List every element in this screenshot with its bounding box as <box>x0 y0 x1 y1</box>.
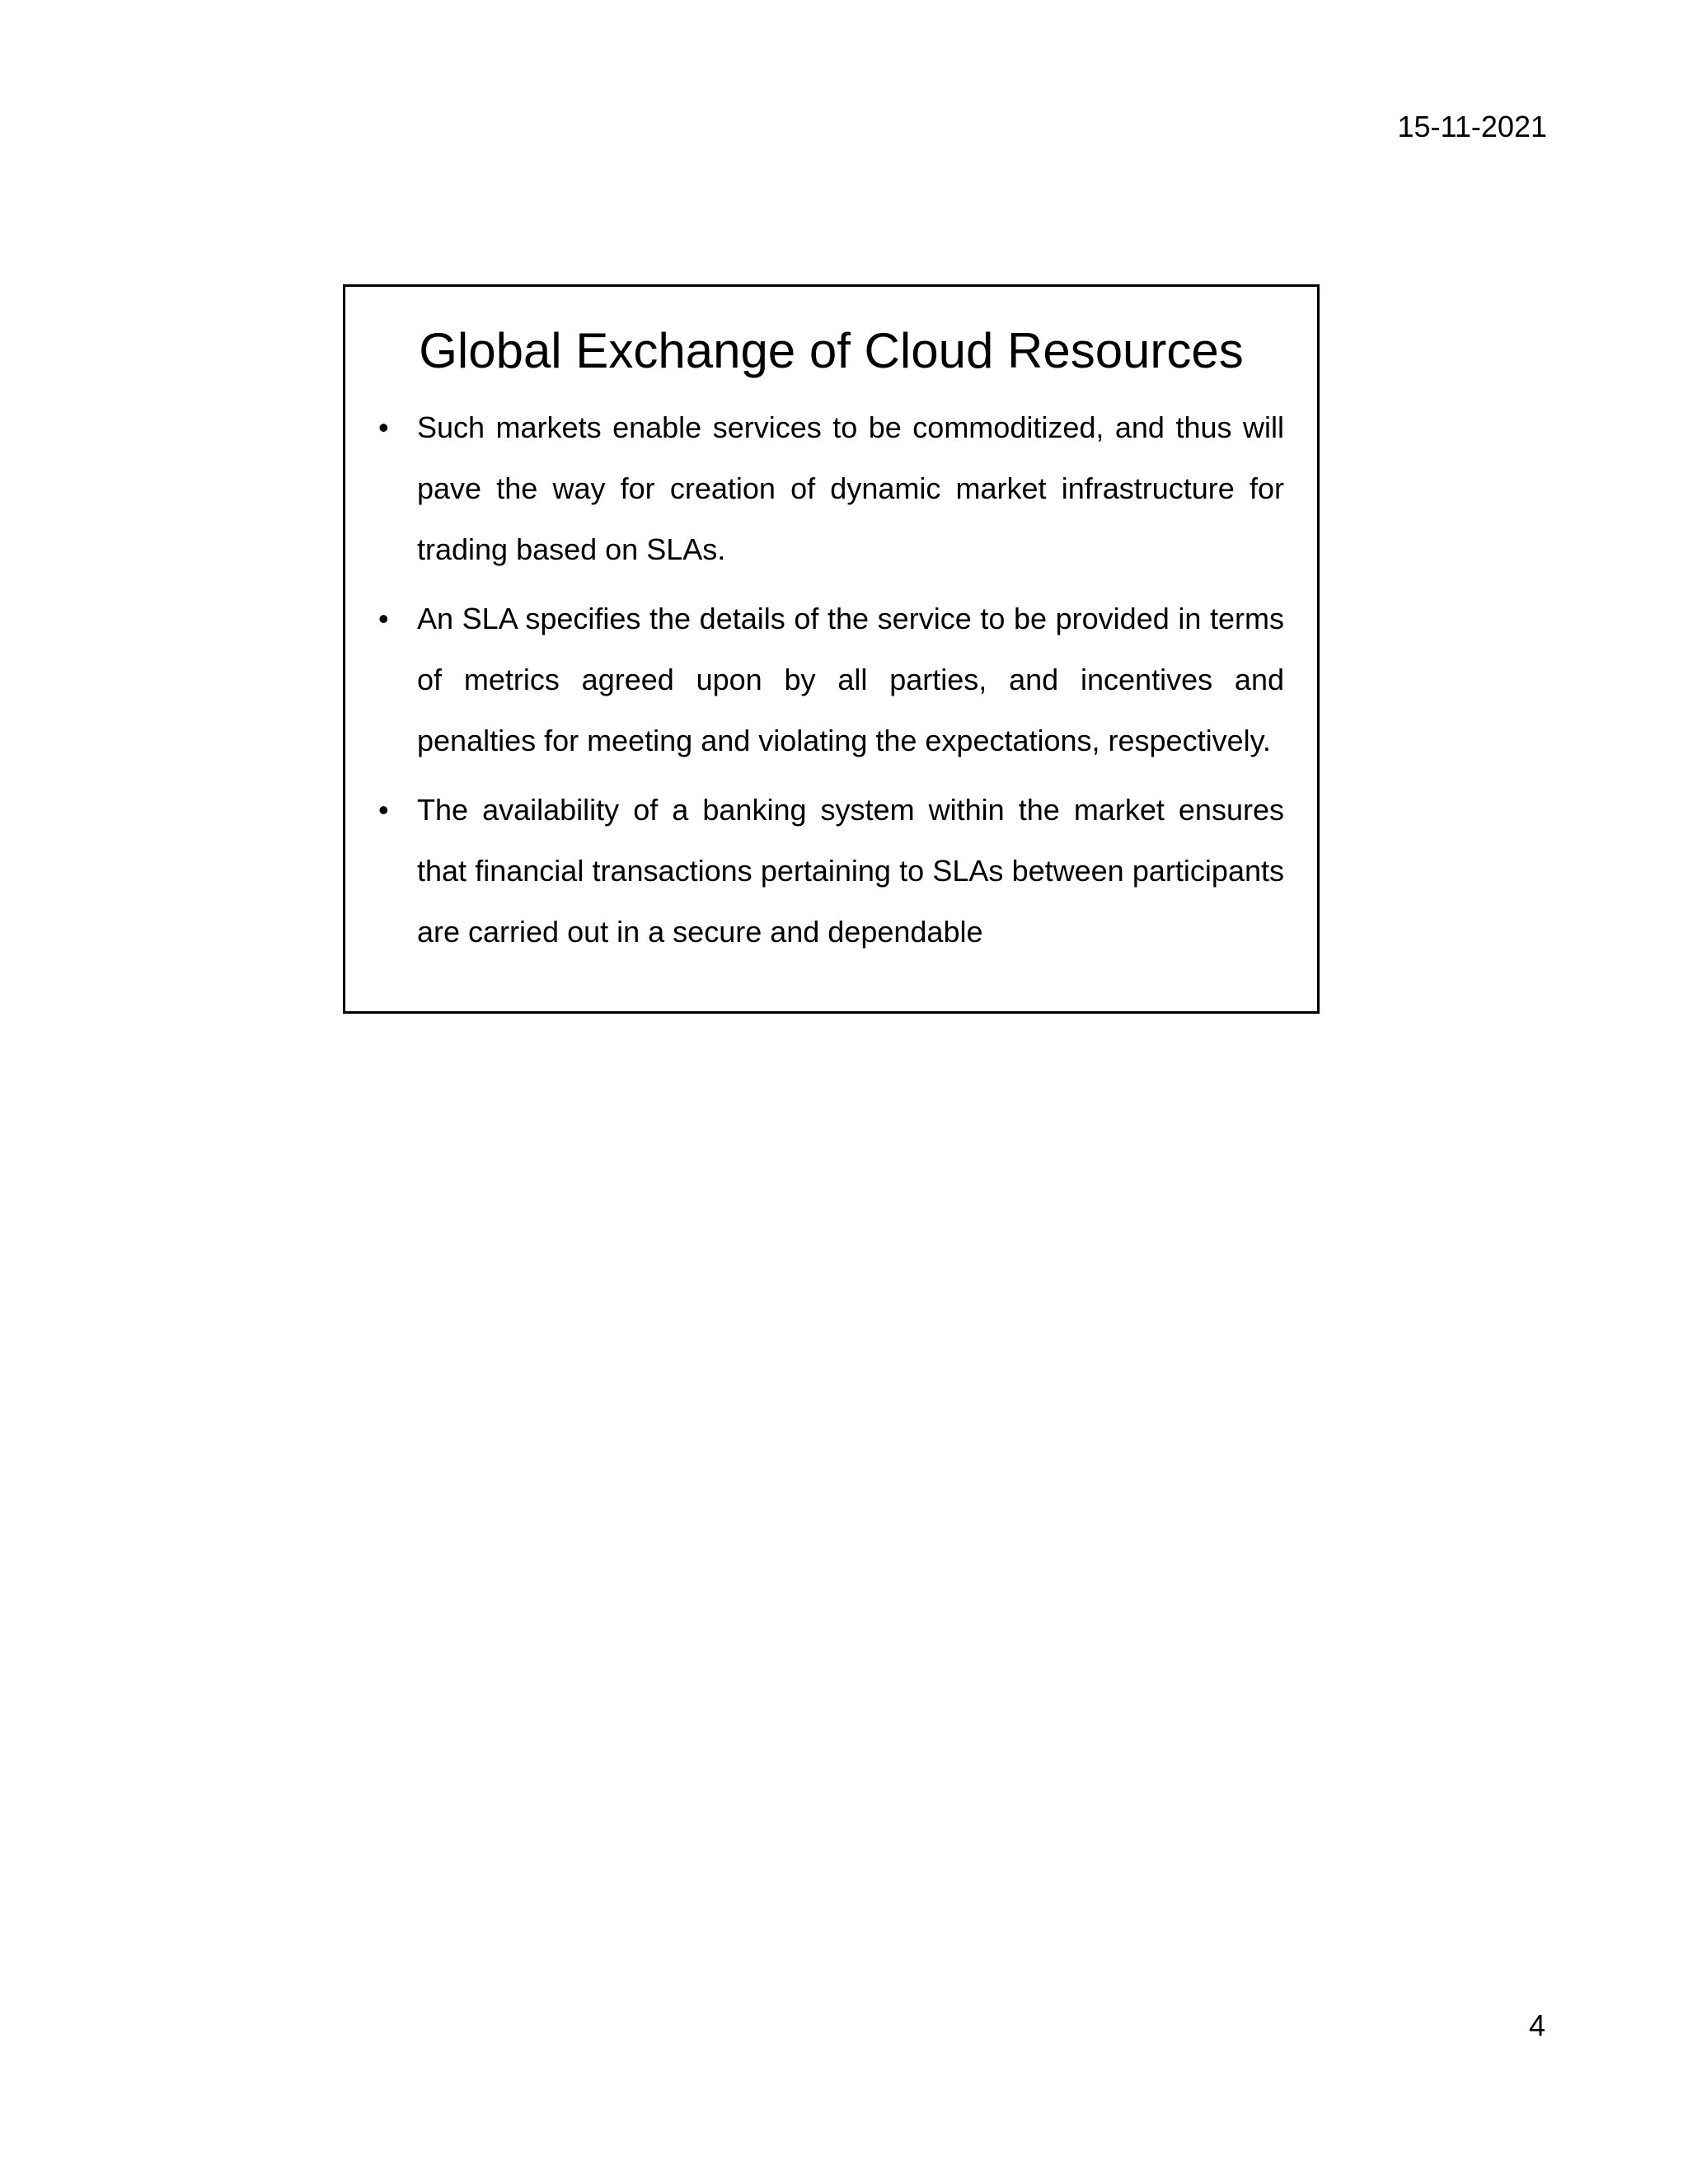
bullet-icon: • <box>378 410 389 444</box>
page-number: 4 <box>1528 2008 1545 2042</box>
bullet-text: Such markets enable services to be commoditized, and thus will pave the way for creation of dynamic market infrastructure for trading based on SLAs. <box>417 410 1284 566</box>
header-date: 15-11-2021 <box>1397 110 1547 143</box>
slide-title: Global Exchange of Cloud Resources <box>419 323 1244 378</box>
bullet-item-1 <box>378 397 1284 580</box>
bullet-icon: • <box>378 602 389 635</box>
bullet-item-3 <box>378 780 1284 963</box>
bullet-list <box>378 397 1284 971</box>
bullet-text: An SLA specifies the details of the service to be provided in terms of metrics agreed upon by all parties, and incentives and penalties for meeting and violating the expectations, respectively. <box>417 602 1284 757</box>
bullet-text: The availability of a banking system within the market ensures that financial transactions pertaining to SLAs between participants are carried out in a secure and dependable <box>417 793 1284 949</box>
slide-frame <box>343 284 1320 1014</box>
bullet-item-2 <box>378 588 1284 771</box>
bullet-icon: • <box>378 793 389 827</box>
